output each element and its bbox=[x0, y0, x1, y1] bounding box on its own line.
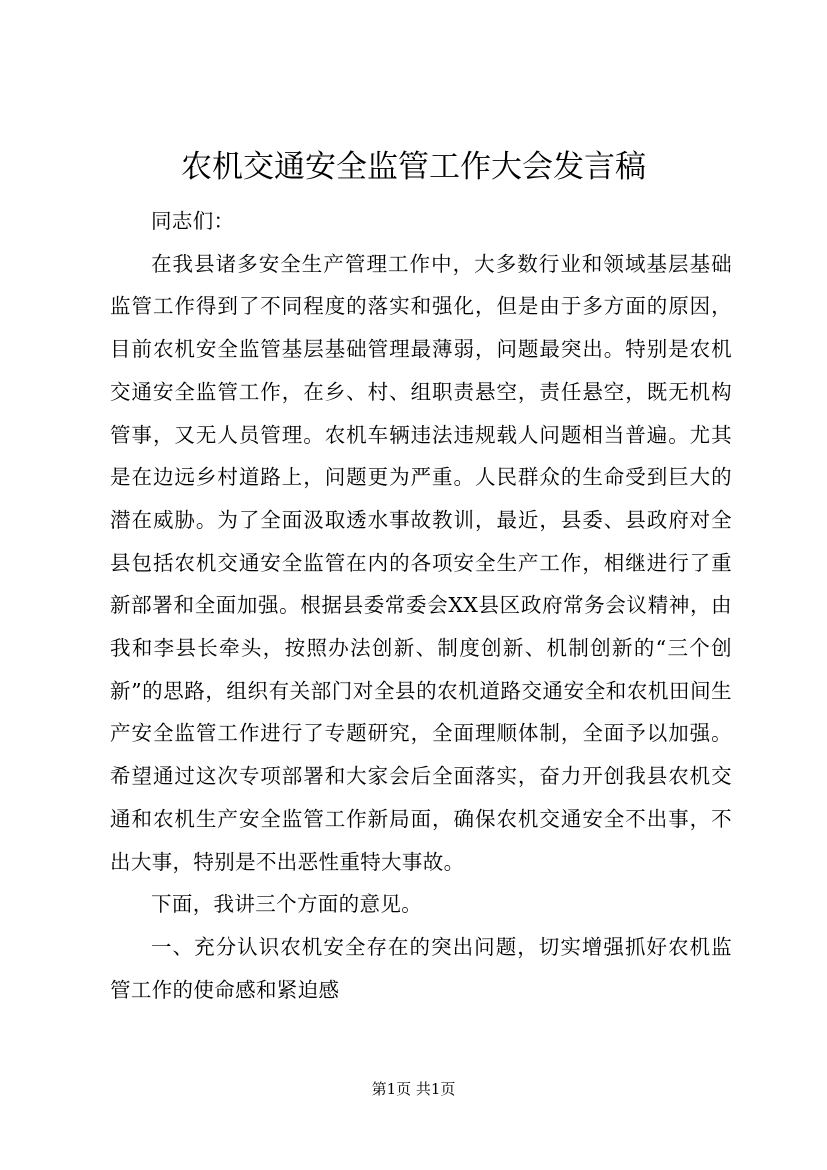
section-heading-paragraph: 一、充分认识农机安全存在的突出问题，切实增强抓好农机监管工作的使命感和紧迫感 bbox=[110, 934, 732, 1002]
document-body bbox=[110, 200, 732, 1011]
body-paragraph: 下面，我讲三个方面的意见。 bbox=[151, 892, 423, 917]
salutation-paragraph: 同志们： bbox=[151, 209, 235, 233]
document-title: 农机交通安全监管工作大会发言稿 bbox=[181, 149, 646, 185]
page-number-footer: 第1页 共1页 bbox=[371, 1080, 456, 1098]
body-paragraph: 在我县诸多安全生产管理工作中，大多数行业和领域基层基础监管工作得到了不同程度的落实和强化，但是由于多方面的原因，目前农机安全监管基层基础管理最薄弱，问题最突出。特别是农机交通安全监管工作，在乡、村、组职责悬空，责任悬空，既无机构管事，又无人员管理。农机车辆违法违规载人问题相当普遍。尤其是在边远乡村道路上，问题更为严重。人民群众的生命受到巨大的潜在威胁。为了全面汲取透水事故教训，最近，县委、县政府对全县包括农机交通安全监管在内的各项安全生产工作，相继进行了重新部署和全面加强。根据县委常委会XX县区政府常务会议精神，由我和李县长牵头，按照办法创新、制度创新、机制创新的“三个创新”的思路，组织有关部门对全县的农机道路交通安全和农机田间生产安全监管工作进行了专题研究，全面理顺体制，全面予以加强。希望通过这次专项部署和大家会后全面落实，奋力开创我县农机交通和农机生产安全监管工作新局面，确保农机交通安全不出事，不出大事，特别是不出恶性重特大事故。 bbox=[110, 251, 732, 874]
